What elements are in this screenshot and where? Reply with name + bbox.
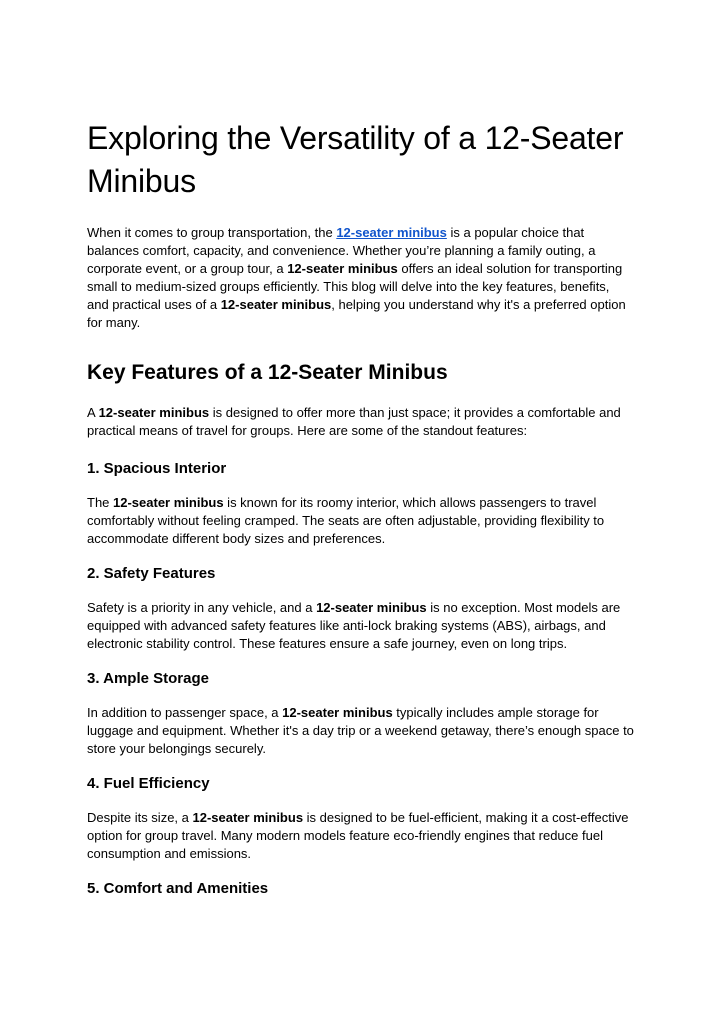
intro-bold-1: 12-seater minibus [287, 261, 398, 276]
feature-text: Safety is a priority in any vehicle, and a [87, 600, 317, 615]
section-heading: Key Features of a 12-Seater Minibus [87, 361, 448, 384]
feature-bold: 12-seater minibus [113, 495, 224, 510]
feature-paragraph-safety [87, 599, 634, 653]
feature-text: Despite its size, a [87, 810, 193, 825]
feature-text: In addition to passenger space, a [87, 705, 283, 720]
feature-bold: 12-seater minibus [192, 810, 304, 825]
feature-heading-safety: 2. Safety Features [87, 565, 216, 582]
feature-paragraph-spacious-interior [87, 494, 634, 548]
section-intro-text-1: A [87, 405, 99, 420]
feature-text: typically includes ample storage for luggage and equipment. Whether it's a day trip or a weekend getaway, there’s enough space to store your belongings securely. [87, 705, 634, 756]
intro-text-4: , helping you understand why it's a preferred option for many. [87, 297, 626, 330]
intro-bold-2: 12-seater minibus [220, 297, 332, 312]
intro-text-3: offers an ideal solution for transporting small to medium-sized groups efficiently. This blog will delve into the key features, benefits, and practical uses of a [87, 261, 623, 312]
feature-heading-fuel-efficiency: 4. Fuel Efficiency [87, 775, 210, 792]
feature-heading-comfort-amenities: 5. Comfort and Amenities [87, 880, 269, 897]
section-intro-bold: 12-seater minibus [98, 405, 210, 420]
feature-heading-storage: 3. Ample Storage [87, 670, 209, 687]
intro-text-2: is a popular choice that balances comfort, capacity, and convenience. Whether you’re planning a family outing, a corporate event, or a group tour, a [87, 225, 596, 276]
section-intro-paragraph [87, 404, 634, 440]
feature-paragraph-storage [87, 704, 634, 758]
feature-text: The [87, 495, 114, 510]
feature-bold: 12-seater minibus [316, 600, 427, 615]
feature-text: is known for its roomy interior, which allows passengers to travel comfortably without feeling cramped. The seats are often adjustable, providing flexibility to accommodate different body sizes and preferences. [87, 495, 605, 546]
intro-paragraph [87, 224, 634, 332]
section-intro-text-2: is designed to offer more than just space; it provides a comfortable and practical means of travel for groups. Here are some of the standout features: [87, 405, 621, 438]
minibus-link[interactable]: 12-seater minibus [336, 225, 447, 240]
feature-heading-spacious-interior: 1. Spacious Interior [87, 460, 227, 477]
feature-bold: 12-seater minibus [282, 705, 393, 720]
feature-paragraph-fuel-efficiency [87, 809, 634, 863]
page-title: Exploring the Versatility of a 12-Seater Minibus [87, 120, 624, 199]
feature-text: is no exception. Most models are equipped with advanced safety features like anti-lock braking systems (ABS), airbags, and electronic stability control. These features ensure a safe journey, even on long trips. [87, 600, 621, 651]
intro-text-1: When it comes to group transportation, the [87, 225, 337, 240]
feature-text: is designed to be fuel-efficient, making it a cost-effective option for group travel. Many modern models feature eco-friendly engines that reduce fuel consumption and emissions. [87, 810, 629, 861]
